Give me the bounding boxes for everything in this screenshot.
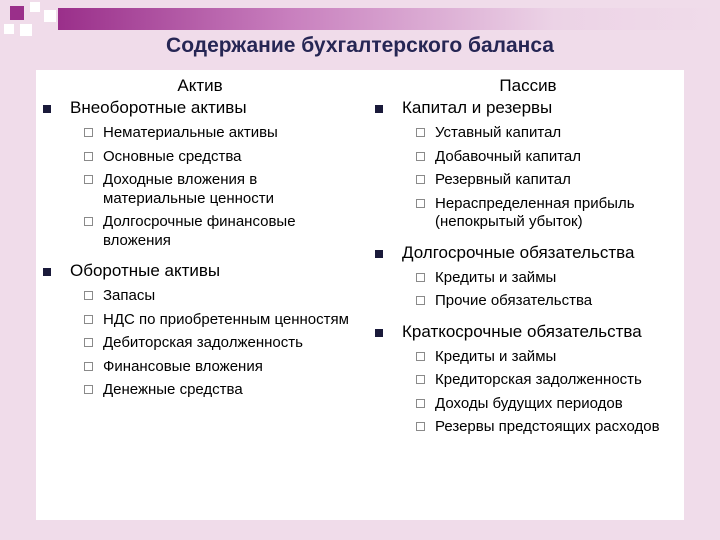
list-item: Кредиты и займы [372,348,684,367]
list-item: НДС по приобретенным ценностям [40,311,360,330]
list-item: Резервный капитал [372,171,684,190]
square-bullet-icon [375,329,383,337]
decor-square [10,6,24,20]
list-item: Доходные вложения в материальные ценности [40,171,360,208]
checkbox-bullet-icon [84,175,93,184]
list-item: Основные средства [40,148,360,167]
section-noncurrent-assets: Внеоборотные активы [40,98,360,118]
checkbox-bullet-icon [416,399,425,408]
list-item: Уставный капитал [372,124,684,143]
list-item: Дебиторская задолженность [40,334,360,353]
checkbox-bullet-icon [416,199,425,208]
section-short-term-liabilities: Краткосрочные обязательства [372,322,684,342]
header-bar [58,8,720,30]
square-bullet-icon [43,268,51,276]
section-long-term-liabilities: Долгосрочные обязательства [372,243,684,263]
list-item: Доходы будущих периодов [372,395,684,414]
checkbox-bullet-icon [416,296,425,305]
list-item: Резервы предстоящих расходов [372,418,684,437]
list-item: Кредиторская задолженность [372,371,684,390]
list-item: Запасы [40,287,360,306]
checkbox-bullet-icon [84,152,93,161]
checkbox-bullet-icon [416,273,425,282]
checkbox-bullet-icon [84,362,93,371]
list-item: Кредиты и займы [372,269,684,288]
decor-square [44,10,56,22]
section-current-assets: Оборотные активы [40,261,360,281]
decor-square [30,2,40,12]
checkbox-bullet-icon [84,291,93,300]
square-bullet-icon [43,105,51,113]
list-item: Добавочный капитал [372,148,684,167]
checkbox-bullet-icon [84,315,93,324]
list-item: Нематериальные активы [40,124,360,143]
section-equity: Капитал и резервы [372,98,684,118]
checkbox-bullet-icon [84,385,93,394]
square-bullet-icon [375,105,383,113]
checkbox-bullet-icon [84,128,93,137]
checkbox-bullet-icon [416,375,425,384]
list-item: Прочие обязательства [372,292,684,311]
checkbox-bullet-icon [416,352,425,361]
list-item: Нераспределенная прибыль (непокрытый убыток) [372,195,684,232]
list-item: Долгосрочные финансовые вложения [40,213,360,250]
checkbox-bullet-icon [84,338,93,347]
liabilities-column [372,76,684,442]
list-item: Денежные средства [40,381,360,400]
checkbox-bullet-icon [416,128,425,137]
checkbox-bullet-icon [416,175,425,184]
assets-column [40,76,360,405]
checkbox-bullet-icon [416,152,425,161]
decor-square [4,24,14,34]
list-item: Финансовые вложения [40,358,360,377]
checkbox-bullet-icon [416,422,425,431]
square-bullet-icon [375,250,383,258]
checkbox-bullet-icon [84,217,93,226]
slide-title: Содержание бухгалтерского баланса [166,34,554,57]
assets-header: Актив [177,76,223,95]
liabilities-header: Пассив [499,76,557,95]
